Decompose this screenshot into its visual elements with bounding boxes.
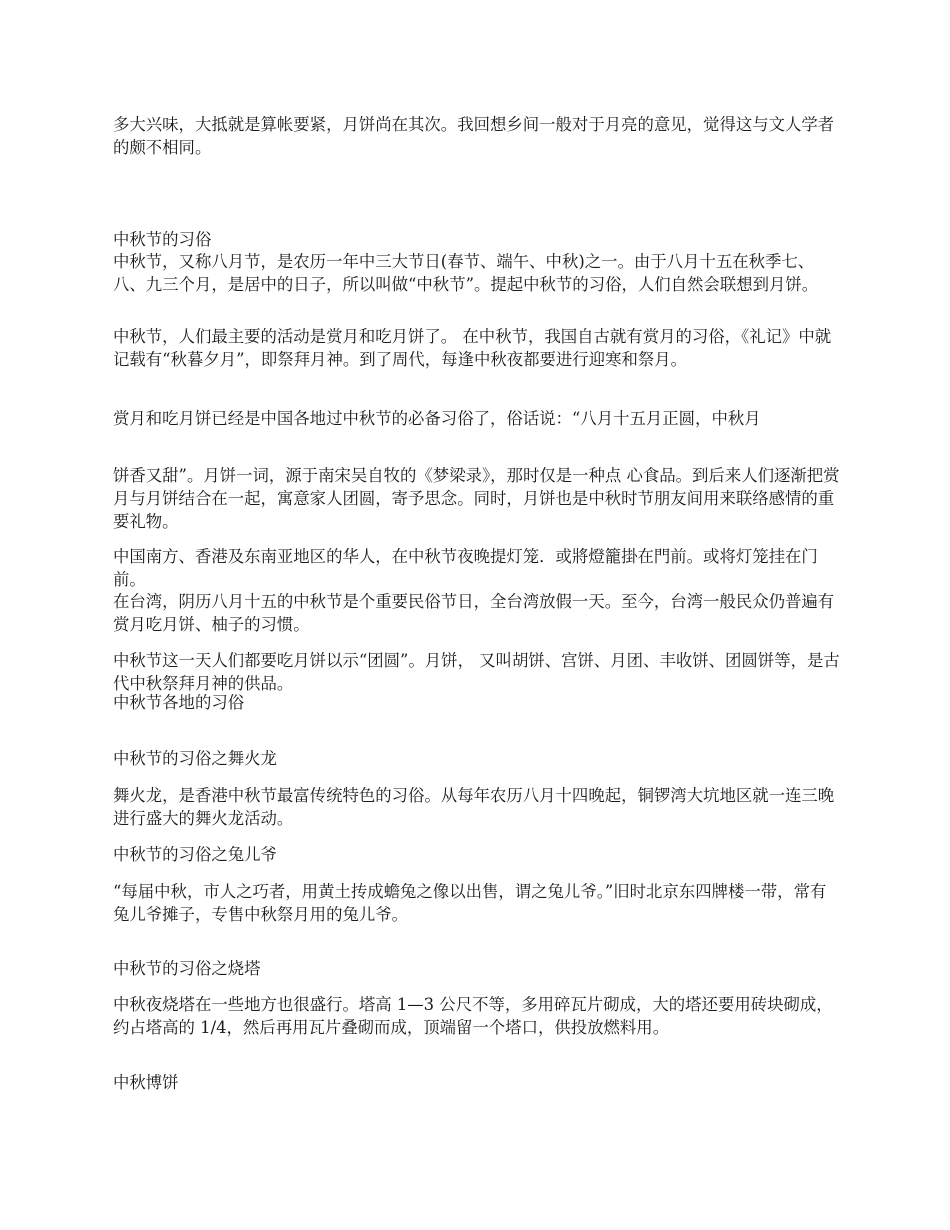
paragraph-fire-dragon: 舞火龙，是香港中秋节最富传统特色的习俗。从每年农历八月十四晚起，铜锣湾大坑地区就一连三晚进行盛大的舞火龙活动。 xyxy=(113,786,835,828)
heading-mid-autumn-customs: 中秋节的习俗 xyxy=(113,230,212,249)
heading-rabbit-lord: 中秋节的习俗之兔儿爷 xyxy=(113,845,277,864)
heading-burning-tower: 中秋节的习俗之烧塔 xyxy=(113,959,261,978)
paragraph-mooncake-origin: 饼香又甜”。月饼一词，源于南宋吴自牧的《梦梁录》，那时仅是一种点 心食品。到后来人们逐渐把赏月与月饼结合在一起，寓意家人团圆，寄予思念。同时，月饼也是中秋时节朋友间用来联络感情的重要礼物。 xyxy=(113,466,840,531)
paragraph-rabbit-lord: “每届中秋，市人之巧者，用黄土抟成蟾兔之像以出售，谓之兔儿爷。”旧时北京东四牌楼一带，常有兔儿爷摊子，专售中秋祭月用的兔儿爷。 xyxy=(113,882,827,924)
paragraph-saying: 赏月和吃月饼已经是中国各地过中秋节的必备习俗了，俗话说：“八月十五月正圆，中秋月 xyxy=(113,409,761,428)
paragraph-moon-viewing: 中秋节，人们最主要的活动是赏月和吃月饼了。 在中秋节，我国自古就有赏月的习俗，《礼记》中就记载有“秋暮夕月”，即祭拜月神。到了周代，每逢中秋夜都要进行迎寒和祭月。 xyxy=(113,327,832,369)
paragraph-intro: 多大兴味，大抵就是算帐要紧，月饼尚在其次。我回想乡间一般对于月亮的意见，觉得这与文人学者的颇不相同。 xyxy=(113,115,835,157)
paragraph-burning-tower: 中秋夜烧塔在一些地方也很盛行。塔高 1—3 公尺不等，多用碎瓦片砌成，大的塔还要用砖块砌成，约占塔高的 1/4，然后再用瓦片叠砌而成，顶端留一个塔口，供投放燃料用。 xyxy=(113,995,833,1037)
heading-mooncake-gambling: 中秋博饼 xyxy=(113,1073,179,1092)
paragraph-reunion: 中秋节这一天人们都要吃月饼以示“团圆”。月饼， 又叫胡饼、宫饼、月团、丰收饼、团圆饼等，是古代中秋祭拜月神的供品。 xyxy=(113,651,840,693)
paragraph-mid-autumn-definition: 中秋节，又称八月节，是农历一年中三大节日(春节、端午、中秋)之一。由于八月十五在秋季七、八、九三个月，是居中的日子，所以叫做“中秋节”。提起中秋节的习俗，人们自然会联想到月饼。 xyxy=(113,252,819,294)
paragraph-taiwan: 在台湾，阴历八月十五的中秋节是个重要民俗节日，全台湾放假一天。至今，台湾一般民众仍普遍有赏月吃月饼、柚子的习惯。 xyxy=(113,592,835,634)
heading-fire-dragon: 中秋节的习俗之舞火龙 xyxy=(113,749,277,768)
paragraph-lanterns: 中国南方、香港及东南亚地区的华人，在中秋节夜晚提灯笼．或將燈籠掛在門前。或将灯笼挂在门前。 xyxy=(113,547,818,589)
heading-regional-customs: 中秋节各地的习俗 xyxy=(113,693,245,712)
